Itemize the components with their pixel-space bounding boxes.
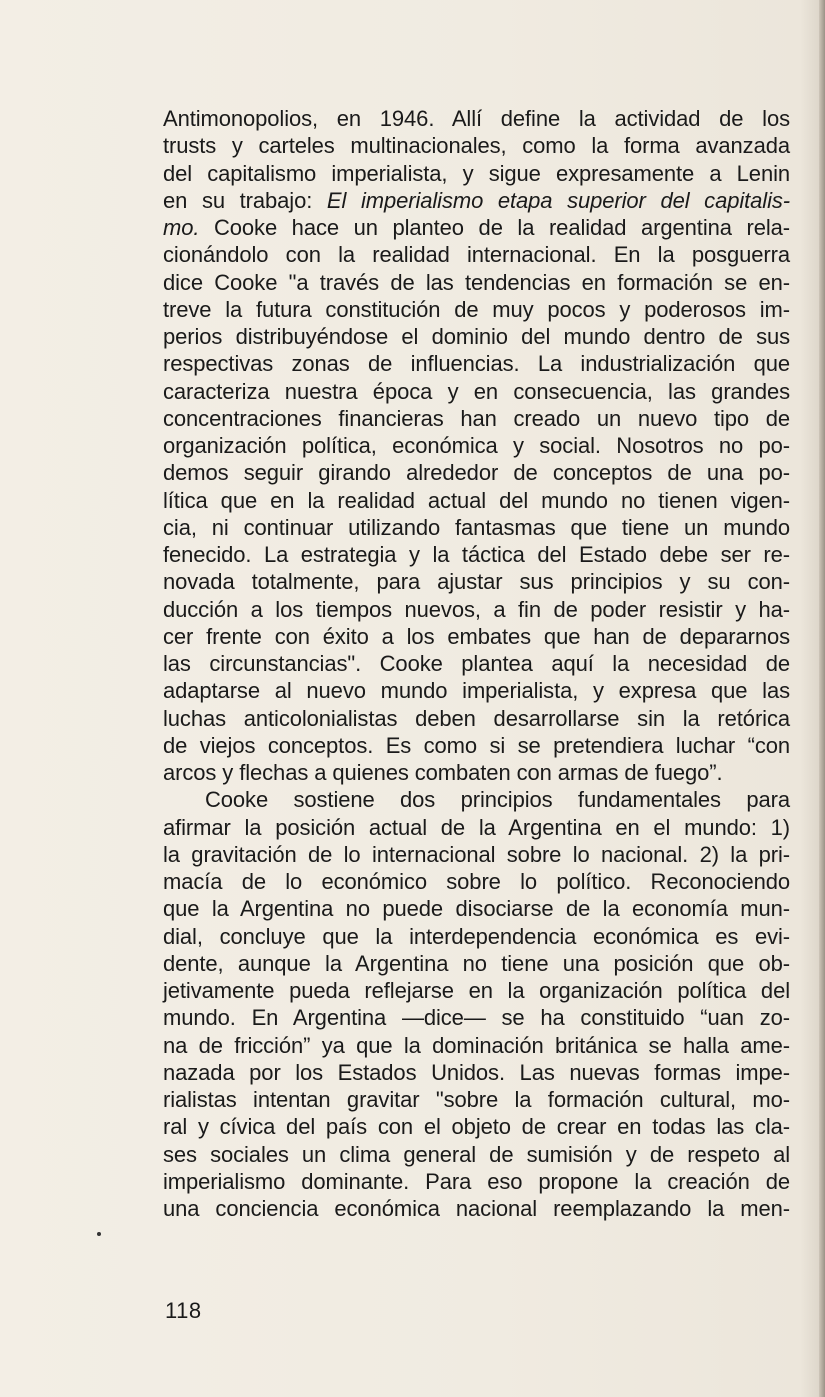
text-run: dial, concluye que la interdependencia económica es evi- [163, 923, 790, 949]
text-run: arcos y flechas a quienes combaten con armas de fuego”. [163, 760, 723, 785]
text-run: caracteriza nuestra época y en consecuencia, las grandes [163, 378, 790, 404]
text-line [163, 296, 790, 323]
italic-title: El imperialismo etapa superior del capitalis- [326, 187, 790, 213]
text-line [163, 786, 790, 813]
text-run: rialistas intentan gravitar "sobre la formación cultural, mo- [163, 1087, 790, 1112]
text-line [163, 214, 790, 241]
text-run: perios distribuyéndose el dominio del mundo dentro de sus [163, 324, 790, 349]
text-line [163, 378, 790, 405]
body-text [163, 105, 790, 1222]
text-line [163, 1141, 790, 1168]
margin-speck [97, 1232, 101, 1236]
text-line [163, 323, 790, 350]
text-line [163, 1059, 790, 1086]
text-run: ral y cívica del país con el objeto de crear en todas las cla- [163, 1114, 790, 1140]
text-line [163, 650, 790, 677]
text-line [163, 459, 790, 486]
text-run: dente, aunque la Argentina no tiene una posición que ob- [163, 950, 790, 976]
text-line [163, 432, 790, 459]
text-line [163, 895, 790, 922]
text-line [163, 950, 790, 977]
text-run: concentraciones financieras han creado un nuevo tipo de [163, 405, 790, 431]
text-run: adaptarse al nuevo mundo imperialista, y expresa que las [163, 678, 790, 704]
text-line [163, 677, 790, 704]
text-run: fenecido. La estrategia y la táctica del Estado debe ser re- [163, 542, 790, 567]
text-run: macía de lo económico sobre lo político. Reconociendo [163, 869, 790, 894]
text-line [163, 977, 790, 1004]
text-line [163, 1086, 790, 1113]
text-line [163, 814, 790, 841]
text-line [163, 350, 790, 377]
text-run: dice Cooke "a través de las tendencias en formación se en- [163, 269, 790, 295]
text-line [163, 705, 790, 732]
text-run: afirmar la posición actual de la Argentina en el mundo: 1) [163, 814, 790, 840]
text-run: lítica que en la realidad actual del mundo no tienen vigen- [163, 487, 790, 513]
text-run: Cooke sostiene dos principios fundamentales para [205, 787, 790, 813]
text-line [163, 1113, 790, 1140]
text-run: la gravitación de lo internacional sobre lo nacional. 2) la pri- [163, 841, 790, 867]
text-run: respectivas zonas de influencias. La industrialización que [163, 351, 790, 377]
text-line [163, 487, 790, 514]
text-run: en su trabajo: [163, 187, 327, 213]
text-run: cer frente con éxito a los embates que han de depararnos [163, 623, 790, 649]
text-line [163, 160, 790, 187]
text-line [163, 759, 790, 786]
text-line [163, 105, 790, 132]
text-run: organización política, económica y social. Nosotros no po- [163, 433, 790, 458]
text-run: ses sociales un clima general de sumisión y de respeto al [163, 1141, 790, 1167]
text-run: ducción a los tiempos nuevos, a fin de poder resistir y ha- [163, 596, 790, 622]
text-line [163, 1195, 790, 1222]
text-run: treve la futura constitución de muy pocos y poderosos im- [163, 296, 790, 322]
text-run: Antimonopolios, en 1946. Allí define la actividad de los [163, 106, 790, 131]
text-run: que la Argentina no puede disociarse de la economía mun- [163, 896, 790, 922]
text-line [163, 514, 790, 541]
page-edge-shadow [819, 0, 825, 1397]
text-line [163, 868, 790, 895]
text-line [163, 1004, 790, 1031]
text-line [163, 1032, 790, 1059]
text-run: na de fricción” ya que la dominación británica se halla ame- [163, 1032, 790, 1058]
text-run: de viejos conceptos. Es como si se pretendiera luchar “con [163, 732, 790, 758]
text-run: imperialismo dominante. Para eso propone la creación de [163, 1168, 790, 1194]
text-run: una conciencia económica nacional reemplazando la men- [163, 1196, 790, 1221]
text-line [163, 269, 790, 296]
text-run: cionándolo con la realidad internacional. En la posguerra [163, 242, 790, 268]
text-line [163, 596, 790, 623]
text-run: nazada por los Estados Unidos. Las nuevas formas impe- [163, 1059, 790, 1085]
text-run: jetivamente pueda reflejarse en la organización política del [163, 978, 790, 1003]
text-line [163, 1168, 790, 1195]
text-run: del capitalismo imperialista, y sigue expresamente a Lenin [163, 160, 790, 186]
text-run: mundo. En Argentina —dice— se ha constituido “uan zo- [163, 1005, 790, 1031]
text-run: Cooke hace un planteo de la realidad argentina rela- [199, 215, 790, 240]
text-run: novada totalmente, para ajustar sus principios y su con- [163, 569, 790, 595]
text-line [163, 541, 790, 568]
text-run: trusts y carteles multinacionales, como la forma avanzada [163, 133, 790, 159]
text-line [163, 241, 790, 268]
text-run: luchas anticolonialistas deben desarrollarse sin la retórica [163, 705, 790, 731]
text-run: cia, ni continuar utilizando fantasmas que tiene un mundo [163, 514, 790, 540]
text-line [163, 623, 790, 650]
text-run: las circunstancias". Cooke plantea aquí la necesidad de [163, 651, 790, 676]
text-line [163, 732, 790, 759]
text-run: demos seguir girando alrededor de conceptos de una po- [163, 460, 790, 486]
text-line [163, 132, 790, 159]
text-line [163, 923, 790, 950]
text-line [163, 405, 790, 432]
text-line [163, 568, 790, 595]
page-number: 118 [165, 1298, 202, 1323]
text-line [163, 841, 790, 868]
text-line [163, 187, 790, 214]
italic-title: mo. [163, 215, 200, 240]
